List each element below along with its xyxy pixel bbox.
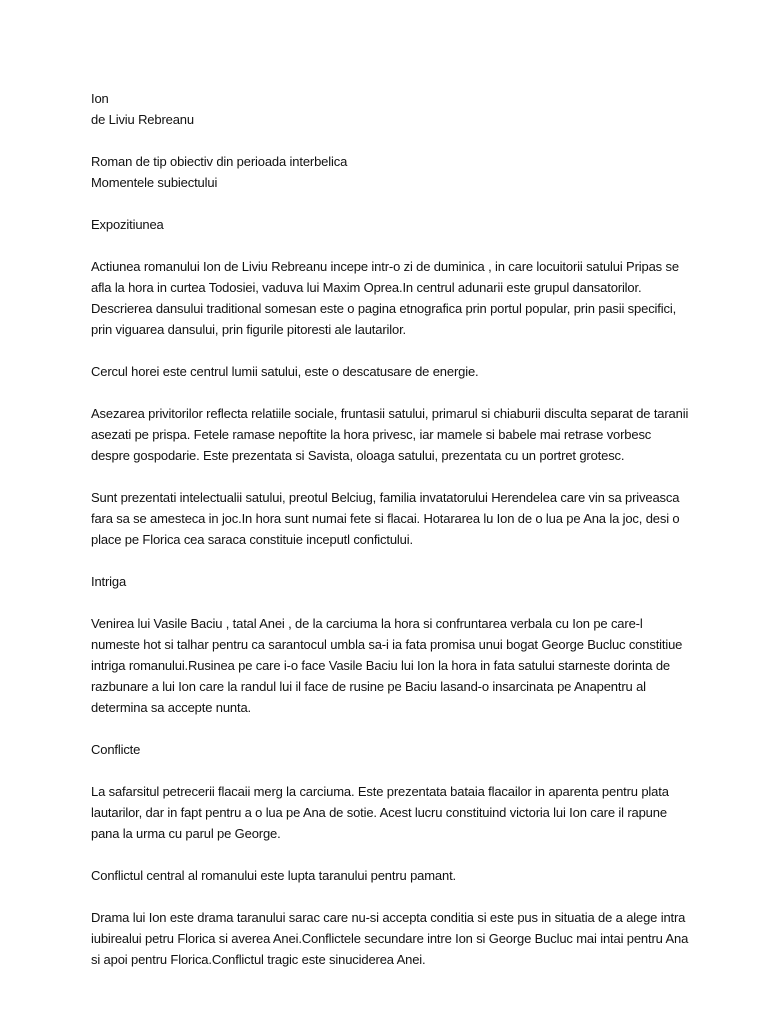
document-title: Ion (91, 91, 109, 106)
paragraph-expozitiunea-1: Actiunea romanului Ion de Liviu Rebreanu incepe intr-o zi de duminica , in care locuitorii satului Pripas se afla la hora in curtea Todosiei, vaduva lui Maxim Oprea.In centrul adunarii este grupul dansatorilor. Descrierea dansului traditional somesan este o pagina etnografica prin portul popular, prin pasii specifici, prin viguarea dansului, prin figurile pitoresti ale lautarilor. (91, 259, 679, 337)
section-heading-expozitiunea: Expozitiunea (91, 217, 164, 232)
paragraph-expozitiunea-2: Cercul horei este centrul lumii satului, este o descatusare de energie. (91, 364, 479, 379)
document-topic: Momentele subiectului (91, 175, 218, 190)
paragraph-conflicte-1: La safarsitul petrecerii flacaii merg la carciuma. Este prezentata bataia flacailor in aparenta pentru plata lautarilor, dar in fapt pentru a o lua pe Ana de sotie. Acest lucru constituind victoria lui Ion care il rapune pana la urma cu parul pe George. (91, 784, 669, 841)
paragraph-conflicte-2: Conflictul central al romanului este lupta taranului pentru pamant. (91, 868, 456, 883)
document-genre: Roman de tip obiectiv din perioada interbelica (91, 154, 348, 169)
paragraph-expozitiunea-3: Asezarea privitorilor reflecta relatiile sociale, fruntasii satului, primarul si chiaburii disculta separat de taranii asezati pe prispa. Fetele ramase nepoftite la hora privesc, iar mamele si babele mai retrase vorbesc despre gospodarie. Este prezentata si Savista, oloaga satului, prezentata cu un portret grotesc. (91, 406, 689, 463)
paragraph-conflicte-3: Drama lui Ion este drama taranului sarac care nu-si accepta conditia si este pus in situatia de a alege intra iubirealui petru Florica si averea Anei.Conflictele secundare intre Ion si George Bucluc mai intai pentru Ana si apoi pentru Florica.Conflictul tragic este sinuciderea Anei. (91, 910, 689, 967)
paragraph-expozitiunea-4: Sunt prezentati intelectualii satului, preotul Belciug, familia invatatorului Herendelea care vin sa priveasca fara sa se amesteca in joc.In hora sunt numai fete si flacai. Hotararea lu Ion de o lua pe Ana la joc, desi o place pe Florica cea saraca constituie inceputl confictului. (91, 490, 680, 547)
paragraph-intriga-1: Venirea lui Vasile Baciu , tatal Anei , de la carciuma la hora si confruntarea verbala cu Ion pe care-l numeste hot si talhar pentru ca sarantocul umbla sa-i ia fata promisa unui bogat George Bucluc constitiue intriga romanului.Rusinea pe care i-o face Vasile Baciu lui Ion la hora in fata satului starneste dorinta de razbunare a lui Ion care la randul lui il face de rusine pe Baciu lasand-o insarcinata pe Anapentru al determina sa accepte nunta. (91, 616, 683, 715)
section-heading-conflicte: Conflicte (91, 742, 141, 757)
document-author: de Liviu Rebreanu (91, 112, 194, 127)
section-heading-intriga: Intriga (91, 574, 127, 589)
document-body (91, 88, 691, 991)
